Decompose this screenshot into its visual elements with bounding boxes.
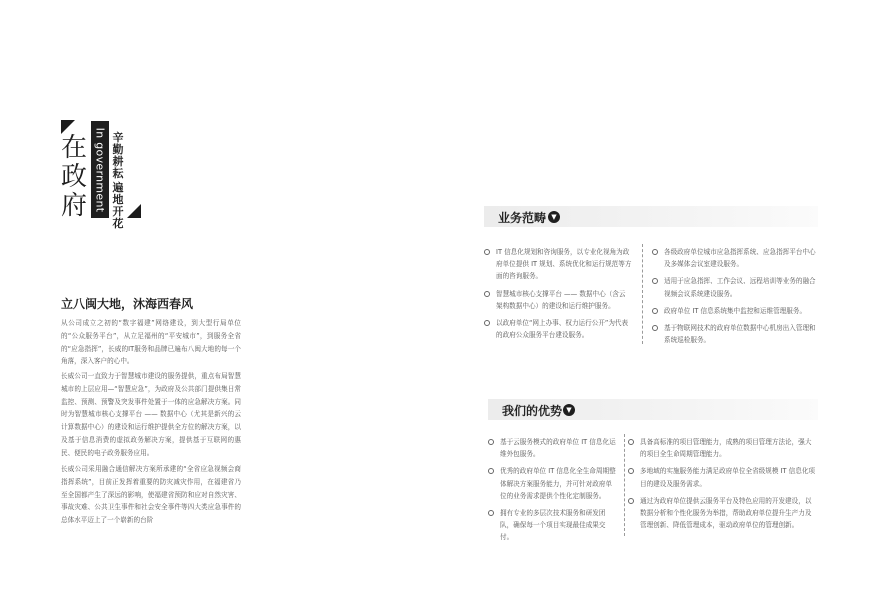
section-subtitle: 立八闽大地，沐海西春风 (61, 297, 194, 311)
slogan-char: 开 (112, 205, 124, 218)
column-divider (624, 434, 625, 536)
list-item: 各级政府单位城市应急指挥系统、应急指挥平台中心及多媒体会议室建设服务。 (652, 246, 818, 270)
section-title: 业务范畴 (498, 211, 547, 225)
slogan-char: 勤 (112, 143, 124, 156)
slogan-char: 地 (112, 193, 124, 206)
list-item: 基于物联网技术的政府单位数据中心机房出入管理和系统巡检服务。 (652, 322, 818, 346)
title-char: 政 (61, 162, 88, 192)
list-item: 优秀的政府单位 IT 信息化全生命周期整体解决方案服务能力，并可针对政府单位的业务需求提供个性化定制服务。 (488, 465, 616, 502)
slogan-char: 辛 (112, 131, 124, 144)
vertical-title (61, 134, 89, 221)
english-title: In government (93, 127, 107, 212)
section-header-advantages (488, 399, 818, 420)
list-item: 具备高标准的项目管理能力，成熟的项目管理方法论，强大的项目全生命周期管理能力。 (628, 436, 818, 460)
slogan-char: 遍 (112, 181, 124, 194)
list-item: 以政府单位“网上办事、权力运行公开”为代表的政府公众服务平台建设服务。 (484, 317, 632, 341)
chevron-down-icon: ▼ (563, 404, 575, 416)
advantages-list-right (628, 436, 818, 531)
list-item: 政府单位 IT 信息系统集中监控和运维管理服务。 (652, 305, 818, 317)
list-item: 适用于应急指挥、工作会议、远程培训等业务的融合视频会议系统建设服务。 (652, 275, 818, 299)
list-item: 基于云服务模式的政府单位 IT 信息化运维外包服务。 (488, 436, 616, 460)
business-list-right (652, 246, 818, 346)
list-item: IT 信息化规划和咨询服务，以专业化视角为政府单位提供 IT 规划、系统优化和运行规范等方面的咨询服务。 (484, 246, 632, 283)
list-item: 智慧城市核心支撑平台 —— 数据中心（含云架构数据中心）的建设和运行维护服务。 (484, 288, 632, 312)
slogan-char: 花 (112, 217, 124, 230)
list-item: 拥有专业的多层次技术服务和研发团队，确保每一个项目实现最佳成果交付。 (488, 507, 616, 544)
paragraph-3: 长威公司采用融合通信解决方案所承建的“全省应急视频会商指挥系统”，目前正发挥着重要的防灾减灾作用，在福建省乃至全国都产生了深远的影响，使福建省预防和应对自然灾害、事故灾难、公共卫生事件和社会安全事件等四大类应急事件的总体水平迈上了一个崭新的台阶 (61, 465, 241, 525)
list-item: 通过为政府单位提供云服务平台及特色应用的开发建设，以数据分析和个性化服务为举措，帮助政府单位提升生产力及管理创新、降低管理成本，驱动政府单位的管理创新。 (628, 495, 818, 532)
title-char: 府 (61, 191, 88, 221)
paragraph-1: 从公司成立之初的“数字福建”网络建设，到大型行局单位的“公众服务平台”，从立足福州的“平安城市”，到服务全省的“应急指挥”，长威的IT服务和品牌已遍布八闽大地的每一个角落，深入客户的心中。 (61, 319, 241, 366)
corner-mark-bottom-right (127, 204, 141, 218)
section-title: 我们的优势 (502, 404, 563, 418)
section-header-business-scope (484, 206, 818, 227)
title-char: 在 (61, 133, 88, 163)
paragraph-2: 长威公司一直致力于智慧城市建设的服务提供，重点布局智慧城市的上层应用—“智慧应急”，为政府及公共部门提供集日常监控、预测、预警及突发事件处置于一体的应急解决方案。同时为智慧城市核心支撑平台 —— 数据中心（尤其是新兴的云计算数据中心）的建设和运行维护提供全方位的解决方案，以及基于信息消费的虚拟政务解决方案，提供基于互联网的惠民、便民的电子政务服务应用。 (61, 372, 241, 457)
slogan-char: 耘 (112, 167, 124, 180)
english-title-bar (91, 121, 109, 218)
slogan-char: 耕 (112, 155, 124, 168)
slogan-column-2 (112, 182, 124, 230)
slogan-column-1 (112, 132, 124, 180)
business-list-left (484, 246, 632, 341)
corner-mark-top-left (61, 120, 75, 134)
column-divider (642, 244, 643, 344)
list-item: 多地域的实施服务能力满足政府单位全省级规模 IT 信息化项目的建设及服务需求。 (628, 465, 818, 489)
chevron-down-icon: ▼ (548, 211, 560, 223)
advantages-list-left (488, 436, 616, 544)
